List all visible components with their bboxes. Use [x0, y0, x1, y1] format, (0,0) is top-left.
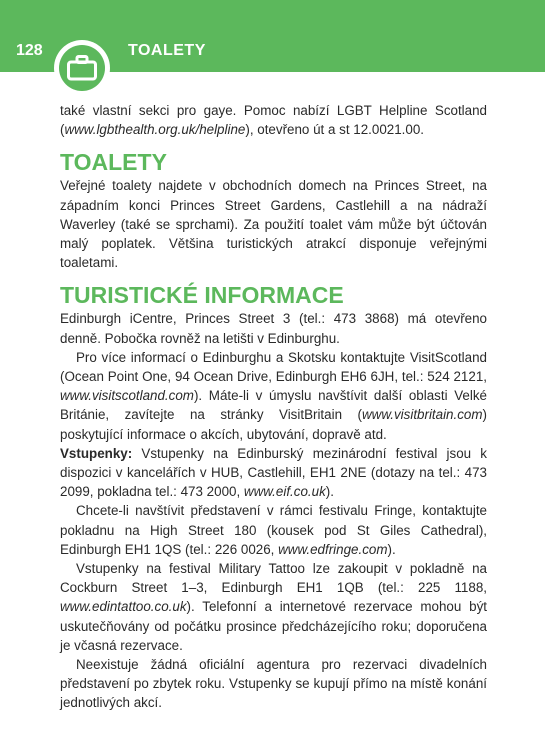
intro-paragraph: také vlastní sekci pro gaye. Pomoc nabízí LGBT Helpline Scotland (www.lgbthealth.org.uk/helpline), otevřeno út a st 12.0021.00. [60, 103, 487, 138]
link-visitscotland: www.visitscotland.com [60, 388, 194, 404]
chapter-title: TOALETY [128, 42, 206, 59]
section-heading-info: TURISTICKÉ INFORMACE [60, 282, 344, 309]
link-edfringe: www.edfringe.com [278, 541, 388, 557]
info-paragraph-6: Neexistuje žádná oficiální agentura pro rezervaci divadelních představení po zbytek roku. Vstupenky se kupují přímo na místě konání jednotlivých akcí. [60, 657, 487, 711]
info-paragraph-2: Pro více informací o Edinburghu a Skotsku kontaktujte VisitScotland (Ocean Point One, 94 Ocean Drive, Edinburgh EH6 6JH, tel.: 524 2121, www.visitscotland.com). Máte-li v úmyslu navštívit další oblasti Velké Británie, zavítejte na stránky VisitBritain (www.visitbritain.com) poskytující informace o akcích, ubytování, dopravě atd. [60, 349, 487, 442]
link-eif: www.eif.co.uk [243, 484, 326, 500]
info-paragraph-4: Chcete-li navštívit představení v rámci festivalu Fringe, kontaktujte pokladnu na High Street 180 (kousek pod St Giles Cathedral), Edinburgh EH1 1QS (tel.: 226 0026, www.edfringe.com). [60, 503, 487, 557]
label-vstupenky: Vstupenky: [60, 445, 133, 461]
info-paragraph-1: Edinburgh iCentre, Princes Street 3 (tel.: 473 3868) má otevřeno denně. Pobočka rovněž na letišti v Edinburghu. [60, 311, 487, 346]
link-visitbritain: www.visitbritain.com [361, 407, 483, 423]
info-paragraph-3: Vstupenky: Vstupenky na Edinburský mezinárodní festival jsou k dispozici v kancelářích v HUB, Castlehill, EH1 2NE (dotazy na tel.: 473 2099, pokladna tel.: 473 2000, www.eif.co.uk). [60, 445, 487, 500]
icon-badge [54, 40, 110, 96]
suitcase-icon [67, 55, 97, 81]
toalety-paragraph: Veřejné toalety najdete v obchodních domech na Princes Street, na západním konci Princes Street Gardens, Castlehill a na nádraží Waverley (také se sprchami). Za použití toalet vám může být účtován malý poplatek. Většina turistických atrakcí disponuje veřejnými toaletami. [60, 178, 487, 271]
page-number: 128 [16, 42, 43, 59]
section-heading-toalety: TOALETY [60, 149, 167, 176]
info-paragraph-5: Vstupenky na festival Military Tattoo lze zakoupit v pokladně na Cockburn Street 1–3, Edinburgh EH1 1QB (tel.: 225 1188, www.edintattoo.co.uk). Telefonní a internetové rezervace mohou být uskutečňovány od počátku prosince předcházejícího roku; doporučena je včasná rezervace. [60, 561, 487, 653]
page-content [60, 101, 487, 713]
link-lgbthealth: www.lgbthealth.org.uk/helpline [64, 122, 246, 138]
link-edintattoo: www.edintattoo.co.uk [60, 599, 187, 615]
